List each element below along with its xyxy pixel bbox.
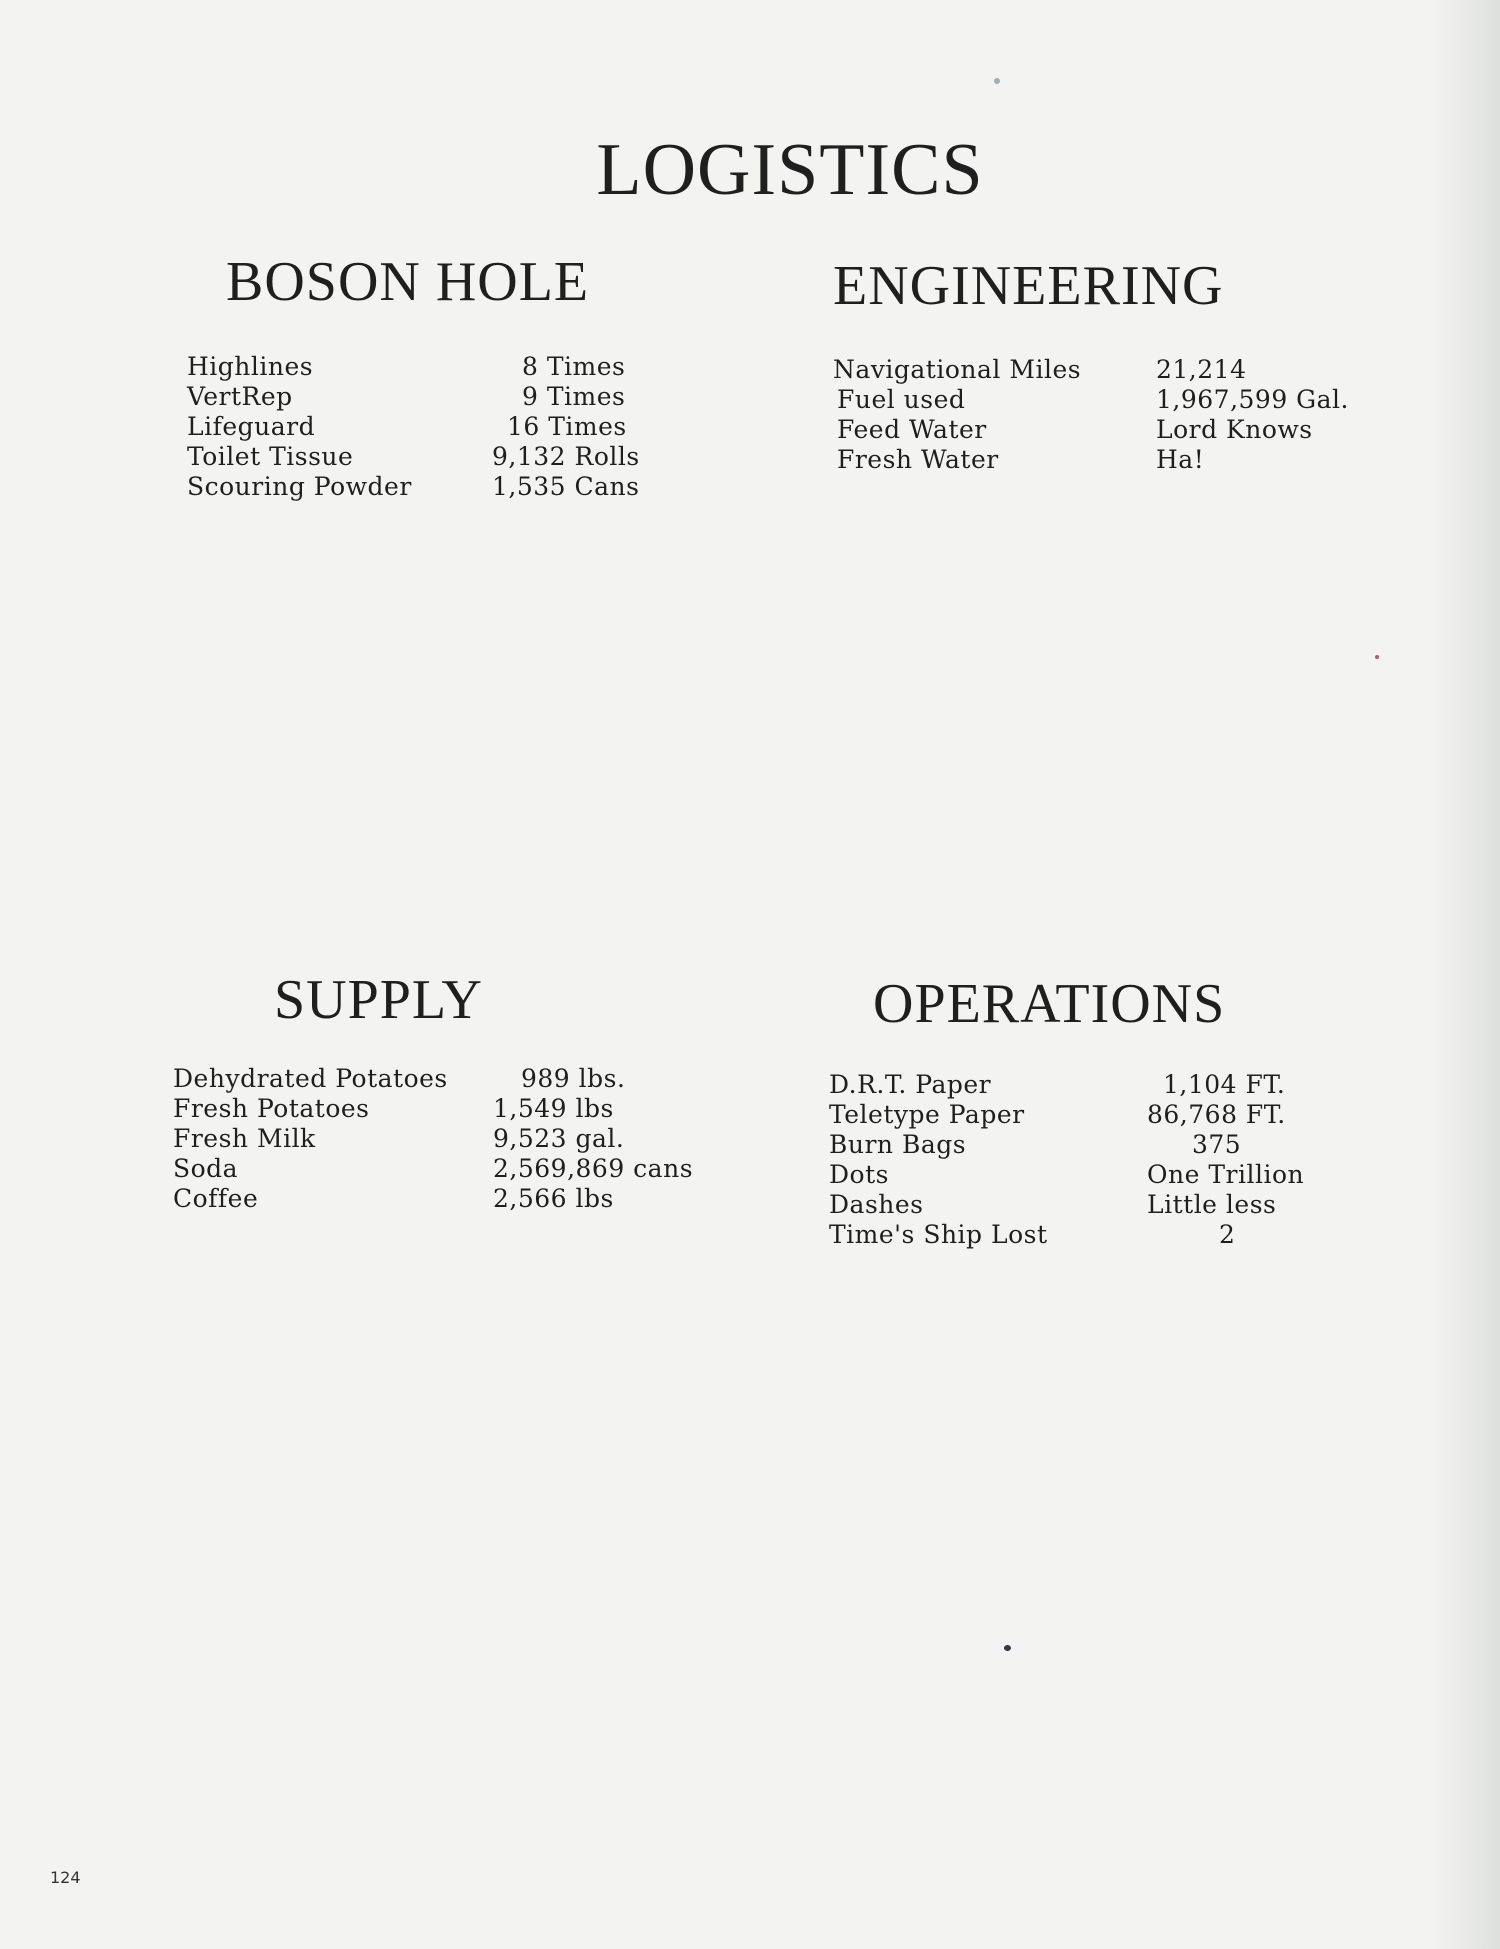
- stat-value: 9,523 gal.: [493, 1124, 625, 1153]
- stat-row: [833, 355, 1393, 385]
- stat-label: Teletype Paper: [829, 1100, 1025, 1129]
- stat-row: [829, 1130, 1389, 1160]
- stat-row: [829, 1070, 1389, 1100]
- stat-value: 86,768 FT.: [1147, 1100, 1286, 1129]
- stat-list: [833, 355, 1393, 475]
- stat-label: Toilet Tissue: [187, 442, 354, 471]
- stat-row: [833, 415, 1393, 445]
- scan-speck: [994, 78, 1000, 84]
- section-heading: SUPPLY: [274, 969, 483, 1031]
- stat-value: 9,132 Rolls: [492, 442, 640, 471]
- stat-value: 1,104 FT.: [1163, 1070, 1286, 1099]
- stat-label: Fresh Milk: [173, 1124, 316, 1153]
- stat-value: 1,535 Cans: [492, 472, 640, 501]
- stat-value: Ha!: [1156, 445, 1205, 474]
- stat-label: Lifeguard: [187, 412, 316, 441]
- stat-value: One Trillion: [1147, 1160, 1305, 1189]
- stat-row: [173, 1124, 713, 1154]
- stat-value: 9 Times: [522, 382, 626, 411]
- stat-label: Fresh Potatoes: [173, 1094, 370, 1123]
- stat-label: VertRep: [187, 382, 293, 411]
- stat-row: [187, 352, 707, 382]
- page-title: LOGISTICS: [596, 129, 984, 211]
- stat-value: 2,566 lbs: [493, 1184, 614, 1213]
- stat-label: Fuel used: [837, 385, 966, 414]
- page-number: 124: [50, 1868, 81, 1887]
- section-heading: BOSON HOLE: [226, 251, 590, 313]
- section-heading: ENGINEERING: [833, 255, 1224, 317]
- stat-label: D.R.T. Paper: [829, 1070, 992, 1099]
- stat-value: 2,569,869 cans: [493, 1154, 694, 1183]
- scan-speck: [1375, 655, 1379, 659]
- stat-value: 16 Times: [507, 412, 627, 441]
- stat-list: [173, 1064, 713, 1214]
- stat-row: [829, 1100, 1389, 1130]
- stat-value: 2: [1219, 1220, 1236, 1249]
- stat-value: 1,967,599 Gal.: [1156, 385, 1349, 414]
- stat-row: [173, 1094, 713, 1124]
- stat-label: Dashes: [829, 1190, 924, 1219]
- stat-row: [187, 472, 707, 502]
- stat-list: [187, 352, 707, 502]
- stat-label: Dots: [829, 1160, 889, 1189]
- stat-list: [829, 1070, 1389, 1250]
- stat-row: [187, 382, 707, 412]
- stat-value: 8 Times: [522, 352, 626, 381]
- stat-value: Lord Knows: [1156, 415, 1313, 444]
- stat-row: [833, 445, 1393, 475]
- page-edge-shadow: [1430, 0, 1500, 1949]
- stat-label: Navigational Miles: [833, 355, 1082, 384]
- stat-row: [829, 1160, 1389, 1190]
- stat-row: [187, 412, 707, 442]
- stat-row: [829, 1220, 1389, 1250]
- stat-value: 989 lbs.: [521, 1064, 626, 1093]
- stat-row: [829, 1190, 1389, 1220]
- stat-value: Little less: [1147, 1190, 1277, 1219]
- stat-row: [173, 1154, 713, 1184]
- stat-label: Time's Ship Lost: [829, 1220, 1048, 1249]
- stat-label: Coffee: [173, 1184, 259, 1213]
- stat-label: Scouring Powder: [187, 472, 412, 501]
- stat-label: Dehydrated Potatoes: [173, 1064, 448, 1093]
- scan-speck: [1004, 1645, 1011, 1651]
- section-heading: OPERATIONS: [873, 973, 1226, 1035]
- stat-label: Burn Bags: [829, 1130, 967, 1159]
- stat-label: Fresh Water: [837, 445, 999, 474]
- stat-label: Highlines: [187, 352, 314, 381]
- stat-value: 375: [1192, 1130, 1242, 1159]
- stat-value: 21,214: [1156, 355, 1247, 384]
- stat-label: Soda: [173, 1154, 239, 1183]
- stat-value: 1,549 lbs: [493, 1094, 614, 1123]
- stat-row: [187, 442, 707, 472]
- stat-row: [173, 1064, 713, 1094]
- stat-row: [173, 1184, 713, 1214]
- stat-row: [833, 385, 1393, 415]
- stat-label: Feed Water: [837, 415, 987, 444]
